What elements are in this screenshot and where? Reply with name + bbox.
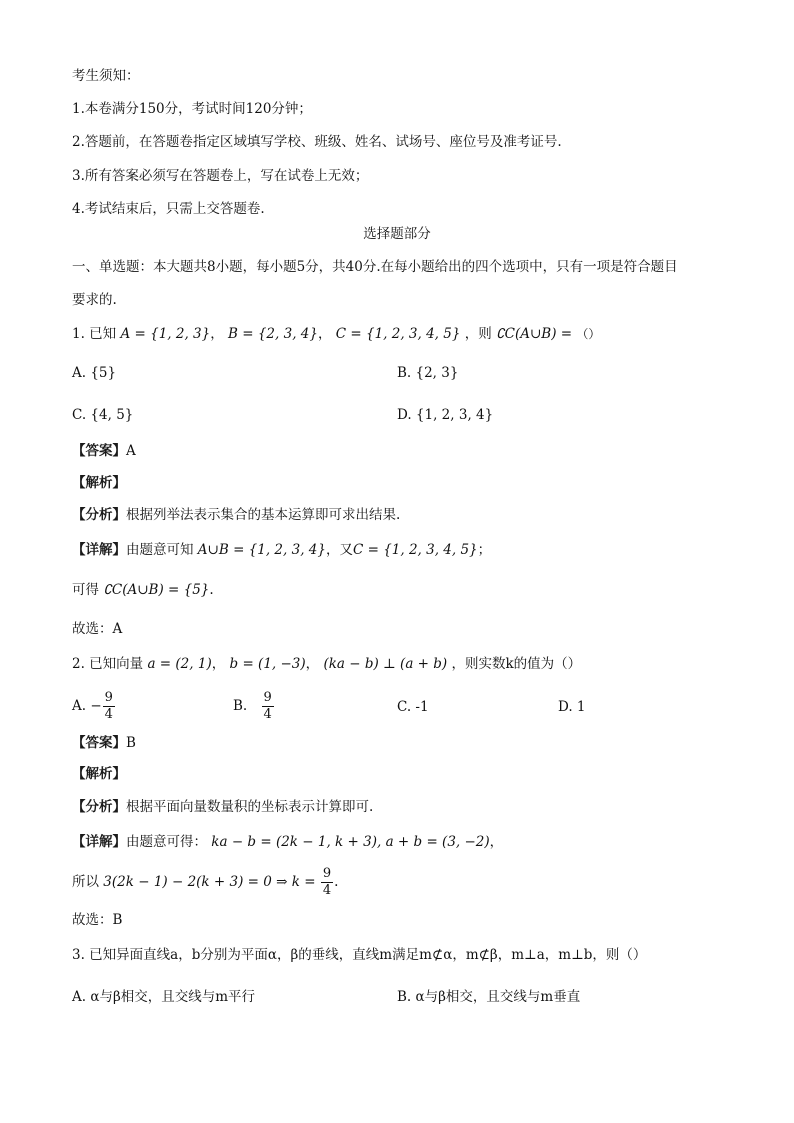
q1-answer-value: A xyxy=(126,443,136,459)
answer-tag: 【答案】 xyxy=(72,443,126,459)
fenxi-tag: 【分析】 xyxy=(72,799,126,815)
fraction-numerator: 9 xyxy=(322,866,332,881)
q2-choose: 故选：B xyxy=(72,912,123,928)
q1-paren: （） xyxy=(576,327,601,341)
q1-option-b: B. {2, 3} xyxy=(397,365,459,381)
analysis-tag: 【解析】 xyxy=(72,766,126,782)
q1-stem-prefix: 1. 已知 xyxy=(72,326,117,342)
q2-option-a-label: A. − xyxy=(72,698,102,714)
q2-analysis-tag xyxy=(72,764,126,784)
q1-option-d: D. {1, 2, 3, 4} xyxy=(397,407,494,423)
q2-so-fraction xyxy=(321,866,333,899)
q2-so-expr: 3(2k − 1) − 2(k + 3) = 0 ⇒ k = xyxy=(103,874,316,890)
q2-detail xyxy=(72,832,503,852)
q1-expr: ∁C(A∪B) = xyxy=(496,326,573,342)
q1-stem-mid: ，则 xyxy=(464,326,492,342)
q1-choose: 故选：A xyxy=(72,621,123,637)
q1-set-a: A = {1, 2, 3} xyxy=(120,326,211,342)
q1-set-b: B = {2, 3, 4} xyxy=(228,326,318,342)
q3-option-a: A. α与β相交，且交线与m平行 xyxy=(72,989,256,1005)
q1-answer xyxy=(72,441,136,461)
q2-detail-expr: ka − b = (2k − 1, k + 3), a + b = (3, −2) xyxy=(211,834,490,850)
q2-stem: 2. 已知向量 a = (2, 1)， b = (1, −3)， (ka − b) ⊥ (a + b) ，则实数k的值为（） xyxy=(72,656,582,672)
q1-result-suffix: . xyxy=(209,582,214,598)
q1-result xyxy=(72,580,214,600)
q2-perp: (ka − b) ⊥ (a + b) xyxy=(323,656,448,672)
q2-detail-text-1: 由题意可得： xyxy=(126,834,207,850)
q2-option-a-fraction xyxy=(103,690,115,723)
q2-fenxi xyxy=(72,797,373,817)
fraction-numerator: 9 xyxy=(104,690,113,705)
notice-item-2: 2.答题前，在答题卷指定区域填写学校、班级、姓名、试场号、座位号及准考证号. xyxy=(72,134,562,150)
q1-set-c: C = {1, 2, 3, 4, 5} xyxy=(335,326,461,342)
q2-answer xyxy=(72,733,136,753)
q1-option-a: A. {5} xyxy=(72,365,117,381)
q1-detail-expr-2: C = {1, 2, 3, 4, 5} xyxy=(352,542,478,558)
notice-item-4: 4.考试结束后，只需上交答题卷. xyxy=(72,201,265,217)
q1-stem: 1. 已知 A = {1, 2, 3}， B = {2, 3, 4}， C = {1, 2, 3, 4, 5} ，则 ∁C(A∪B) = （） xyxy=(72,326,601,342)
q1-detail-expr-1: A∪B = {1, 2, 3, 4} xyxy=(197,542,326,558)
section-title: 选择题部分 xyxy=(363,226,431,242)
q1-analysis-tag xyxy=(72,473,126,493)
q1-fenxi xyxy=(72,505,400,525)
detail-tag: 【详解】 xyxy=(72,834,126,850)
detail-tag: 【详解】 xyxy=(72,542,126,558)
q2-stem-prefix: 2. 已知向量 xyxy=(72,656,144,672)
q2-option-b-label: B. xyxy=(233,698,248,714)
q1-detail-text-1: 由题意可知 xyxy=(126,542,194,558)
q2-option-b xyxy=(233,690,275,723)
q2-so xyxy=(72,866,338,899)
q2-vec-a: a = (2, 1) xyxy=(147,656,212,672)
q2-vec-b: b = (1, −3) xyxy=(229,656,306,672)
part1-instruction-line1: 一、单选题：本大题共8小题，每小题5分，共40分.在每小题给出的四个选项中，只有一项是符合题目 xyxy=(72,259,678,275)
notice-title: 考生须知： xyxy=(72,68,140,84)
q3-stem: 3. 已知异面直线a，b分别为平面α，β的垂线，直线m满足m⊄α，m⊄β，m⊥a，m⊥b，则（） xyxy=(72,947,647,963)
notice-item-1: 1.本卷满分150分，考试时间120分钟； xyxy=(72,101,312,117)
part1-instruction-line2: 要求的. xyxy=(72,292,117,308)
q1-result-expr: ∁C(A∪B) = {5} xyxy=(103,582,210,598)
q1-detail xyxy=(72,540,491,560)
fraction-denominator: 4 xyxy=(322,883,332,898)
q2-option-b-fraction xyxy=(262,690,274,723)
analysis-tag: 【解析】 xyxy=(72,475,126,491)
notice-item-3: 3.所有答案必须写在答题卷上，写在试卷上无效； xyxy=(72,168,369,184)
q1-result-prefix: 可得 xyxy=(72,582,99,598)
q1-detail-text-3: ； xyxy=(477,542,492,558)
q3-option-b: B. α与β相交，且交线与m垂直 xyxy=(397,989,581,1005)
fenxi-tag: 【分析】 xyxy=(72,507,126,523)
fraction-numerator: 9 xyxy=(263,690,272,705)
q1-fenxi-text: 根据列举法表示集合的基本运算即可求出结果. xyxy=(126,507,401,523)
q2-option-a xyxy=(72,690,116,723)
q2-fenxi-text: 根据平面向量数量积的坐标表示计算即可. xyxy=(126,799,374,815)
q2-option-c: C. -1 xyxy=(397,699,429,715)
q2-stem-suffix: ，则实数k的值为（） xyxy=(451,656,582,672)
q2-answer-value: B xyxy=(126,735,136,751)
q2-so-suffix: . xyxy=(334,874,339,890)
q1-option-c: C. {4, 5} xyxy=(72,407,134,423)
answer-tag: 【答案】 xyxy=(72,735,126,751)
fraction-denominator: 4 xyxy=(104,707,113,722)
q2-so-prefix: 所以 xyxy=(72,874,99,890)
fraction-denominator: 4 xyxy=(263,707,272,722)
q1-detail-text-2: ，又 xyxy=(325,542,353,558)
q2-detail-text-2: ， xyxy=(489,834,504,850)
q2-option-d: D. 1 xyxy=(558,699,586,715)
